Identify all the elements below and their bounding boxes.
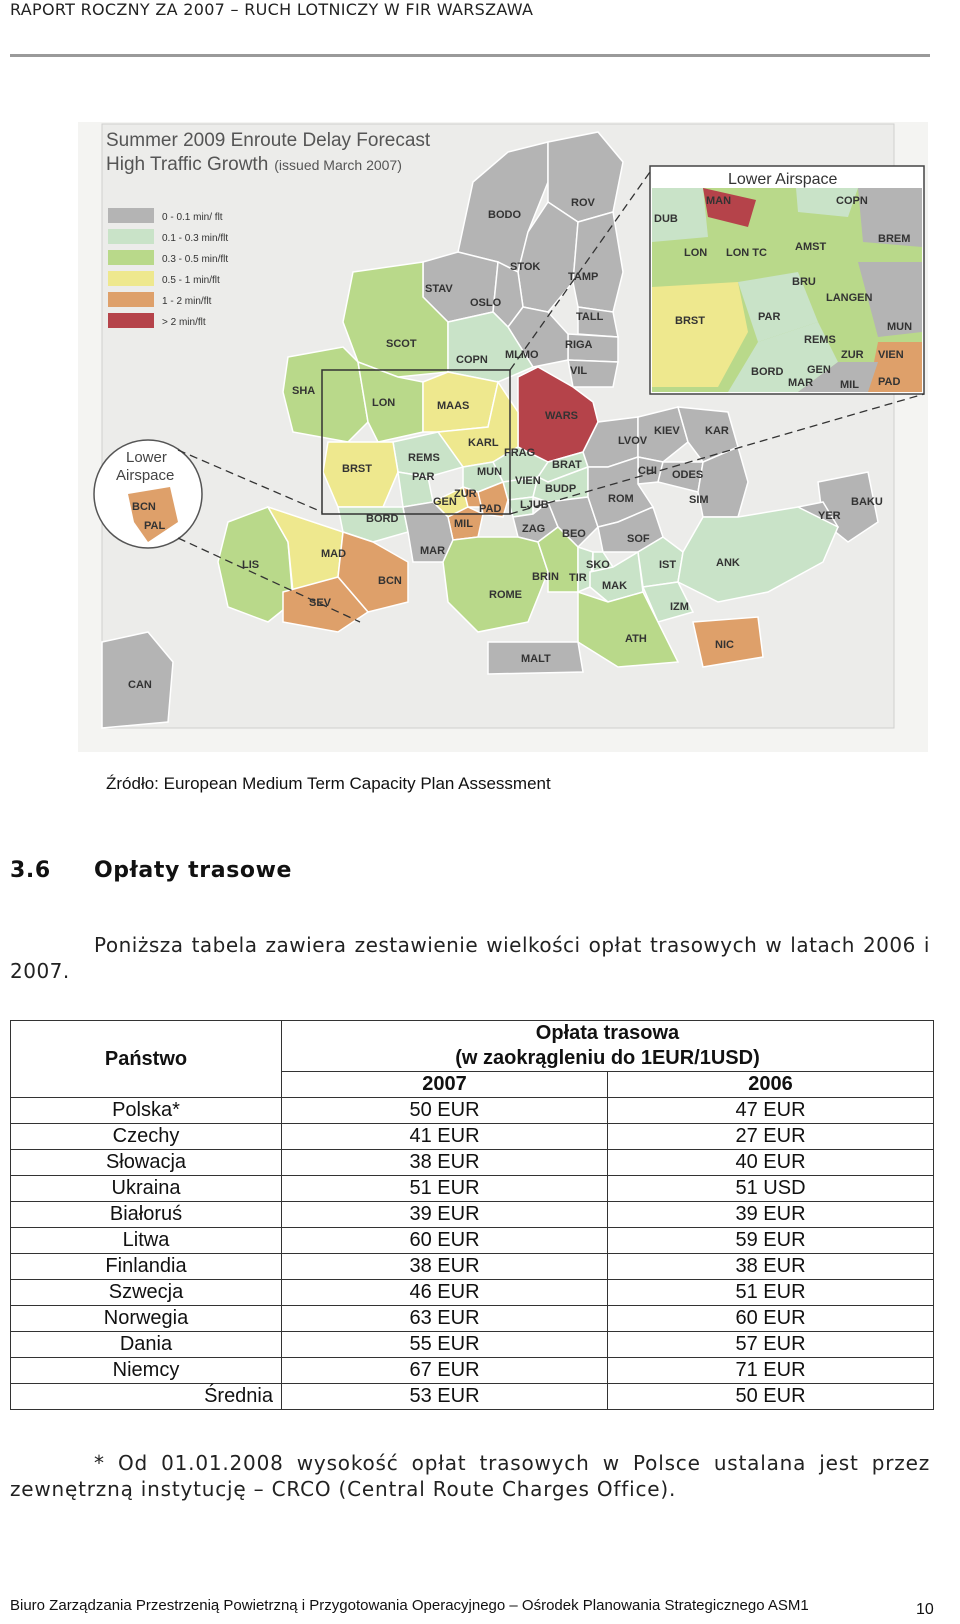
table-row xyxy=(11,1228,934,1254)
inset-region-label: PAD xyxy=(878,376,901,388)
region-label: SIM xyxy=(689,494,709,506)
region-label: KARL xyxy=(468,437,499,449)
legend-label: 0.5 - 1 min/flt xyxy=(162,275,220,286)
country-cell: Niemcy xyxy=(11,1358,282,1384)
map-title-issued: (issued March 2007) xyxy=(274,157,402,173)
map-title-line2 xyxy=(106,154,402,175)
region-label: OSLO xyxy=(470,297,502,309)
inset-region-label: BREM xyxy=(878,233,911,245)
region-label: SKO xyxy=(586,559,610,571)
region-label: ROME xyxy=(489,589,522,601)
country-cell: Finlandia xyxy=(11,1254,282,1280)
region-label: SHA xyxy=(292,385,316,397)
region-label: ROV xyxy=(571,197,595,209)
region-label: TALL xyxy=(576,311,604,323)
region-label: BORD xyxy=(366,513,399,525)
region-label: ZAG xyxy=(522,523,546,535)
inset-region-label: ZUR xyxy=(841,349,864,361)
table-row xyxy=(11,1332,934,1358)
region-label: LIS xyxy=(242,559,260,571)
map-title-traffic: High Traffic Growth xyxy=(106,154,269,175)
footnote: * Od 01.01.2008 wysokość opłat trasowych w Polsce ustalana jest przez zewnętrzną instytucję – CRCO (Central Route Charges Office). xyxy=(10,1451,930,1501)
circle-title-line2: Airspace xyxy=(116,467,175,484)
region-label: BAKU xyxy=(851,496,883,508)
country-cell: Słowacja xyxy=(11,1150,282,1176)
fee-2007-cell: 41 EUR xyxy=(282,1124,608,1150)
fee-2007-cell: 51 EUR xyxy=(282,1176,608,1202)
section-heading xyxy=(10,858,292,883)
footer-text: Biuro Zarządzania Przestrzenią Powietrzną i Przygotowania Operacyjnego – Ośrodek Planowania Strategicznego ASM1 xyxy=(10,1597,809,1614)
table-body xyxy=(11,1098,934,1384)
legend-swatch xyxy=(108,250,154,265)
inset-title: Lower Airspace xyxy=(728,171,838,188)
table-row xyxy=(11,1150,934,1176)
country-cell: Ukraina xyxy=(11,1176,282,1202)
inset-region-label: AMST xyxy=(795,241,827,253)
header-fee xyxy=(282,1021,934,1072)
region-label: LON xyxy=(372,397,396,409)
region-label: TAMP xyxy=(568,271,599,283)
table-row xyxy=(11,1176,934,1202)
inset-region-label: COPN xyxy=(836,195,868,207)
region-label: NIC xyxy=(715,639,734,651)
inset-region-label: MUN xyxy=(887,321,913,333)
region-label: STAV xyxy=(425,283,453,295)
inset-region-label: BORD xyxy=(751,366,784,378)
region-label: BRIN xyxy=(532,571,559,583)
delay-forecast-map xyxy=(78,122,928,752)
inset-region-label: LON TC xyxy=(726,247,767,259)
table-header-row xyxy=(11,1021,934,1072)
average-label: Średnia xyxy=(11,1384,282,1410)
region-label: WARS xyxy=(545,410,578,422)
region-label: SEV xyxy=(309,597,332,609)
header-year-2007: 2007 xyxy=(282,1072,608,1098)
region-label: VIL xyxy=(570,365,588,377)
region-label: SOF xyxy=(627,533,650,545)
table-row xyxy=(11,1254,934,1280)
inset-region-label: PAR xyxy=(758,311,781,323)
region-label: PAD xyxy=(479,503,502,515)
circle-region-label: BCN xyxy=(132,501,156,513)
legend-swatch xyxy=(108,292,154,307)
country-cell: Polska* xyxy=(11,1098,282,1124)
inset-region-label: BRST xyxy=(675,315,705,327)
fee-2007-cell: 39 EUR xyxy=(282,1202,608,1228)
region-label: COPN xyxy=(456,354,488,366)
country-cell: Dania xyxy=(11,1332,282,1358)
inset-region-label: DUB xyxy=(654,213,678,225)
table-row xyxy=(11,1098,934,1124)
fee-2006-cell: 38 EUR xyxy=(608,1254,934,1280)
fee-2007-cell: 50 EUR xyxy=(282,1098,608,1124)
region-label: IST xyxy=(659,559,677,571)
map-svg xyxy=(78,122,928,752)
table-row xyxy=(11,1306,934,1332)
header-fee-line1: Opłata trasowa xyxy=(535,1022,680,1044)
legend-label: 0.1 - 0.3 min/flt xyxy=(162,233,229,244)
region-label: MIL xyxy=(454,518,473,530)
average-2006: 50 EUR xyxy=(608,1384,934,1410)
fee-2007-cell: 55 EUR xyxy=(282,1332,608,1358)
region-label: LVOV xyxy=(618,435,648,447)
fee-2006-cell: 27 EUR xyxy=(608,1124,934,1150)
region-label: MAK xyxy=(602,580,628,592)
inset-region-label: BRU xyxy=(792,276,816,288)
region-label: KAR xyxy=(705,425,729,437)
country-cell: Szwecja xyxy=(11,1280,282,1306)
circle-title-line1: Lower xyxy=(126,449,167,466)
region-label: KIEV xyxy=(654,425,680,437)
region-label: SCOT xyxy=(386,338,417,350)
region-label: STOK xyxy=(510,261,541,273)
fee-2007-cell: 38 EUR xyxy=(282,1150,608,1176)
table-row xyxy=(11,1202,934,1228)
region-label: BUDP xyxy=(545,483,577,495)
table-row xyxy=(11,1124,934,1150)
legend-swatch xyxy=(108,313,154,328)
region-shape-tamp xyxy=(573,212,623,312)
table-average-row xyxy=(11,1384,934,1410)
region-label: GEN xyxy=(433,496,457,508)
region-label: BRAT xyxy=(552,459,582,471)
inset-region-label: LON xyxy=(684,247,708,259)
region-label: VIEN xyxy=(515,475,541,487)
region-label: MALT xyxy=(521,653,551,665)
header-country: Państwo xyxy=(11,1021,282,1098)
region-label: ANK xyxy=(716,557,740,569)
fee-2006-cell: 51 USD xyxy=(608,1176,934,1202)
inset-region-label: LANGEN xyxy=(826,292,873,304)
region-label: PAR xyxy=(412,471,435,483)
section-number: 3.6 xyxy=(10,858,51,883)
fee-2006-cell: 47 EUR xyxy=(608,1098,934,1124)
fee-2007-cell: 63 EUR xyxy=(282,1306,608,1332)
header-year-2006: 2006 xyxy=(608,1072,934,1098)
fee-2006-cell: 60 EUR xyxy=(608,1306,934,1332)
inset-region-label: VIEN xyxy=(878,349,904,361)
legend-swatch xyxy=(108,229,154,244)
region-label: IZM xyxy=(670,601,689,613)
map-title-line1: Summer 2009 Enroute Delay Forecast xyxy=(106,130,431,151)
inset-region-label: MAR xyxy=(788,377,814,389)
inset-region-label: MAN xyxy=(706,195,732,207)
region-label: BODO xyxy=(488,209,521,221)
region-label: LJUB xyxy=(520,499,549,511)
page-footer xyxy=(10,1597,950,1618)
header-title: RAPORT ROCZNY ZA 2007 – RUCH LOTNICZY W FIR WARSZAWA xyxy=(10,0,534,19)
region-label: BCN xyxy=(378,575,402,587)
page-number: 10 xyxy=(916,1601,934,1618)
region-label: ODES xyxy=(672,469,704,481)
section-title: Opłaty trasowe xyxy=(94,858,293,883)
average-2007: 53 EUR xyxy=(282,1384,608,1410)
fee-2007-cell: 46 EUR xyxy=(282,1280,608,1306)
region-label: MLMO xyxy=(505,349,539,361)
fee-2006-cell: 57 EUR xyxy=(608,1332,934,1358)
route-charges-table xyxy=(10,1020,934,1410)
region-label: TIR xyxy=(569,572,587,584)
fee-2006-cell: 51 EUR xyxy=(608,1280,934,1306)
circle-region-label: PAL xyxy=(144,520,166,532)
country-cell: Norwegia xyxy=(11,1306,282,1332)
region-label: CAN xyxy=(128,679,152,691)
inset-region-label: REMS xyxy=(804,334,836,346)
country-cell: Czechy xyxy=(11,1124,282,1150)
fee-2007-cell: 38 EUR xyxy=(282,1254,608,1280)
region-label: BRST xyxy=(342,463,372,475)
region-label: RIGA xyxy=(565,339,593,351)
header-rule xyxy=(10,54,930,57)
region-label: ROM xyxy=(608,493,634,505)
page-header xyxy=(10,0,950,19)
inset-region-label: GEN xyxy=(807,364,831,376)
fee-2006-cell: 40 EUR xyxy=(608,1150,934,1176)
region-label: MAAS xyxy=(437,400,470,412)
legend-swatch xyxy=(108,208,154,223)
region-label: ATH xyxy=(625,633,647,645)
region-label: FRAG xyxy=(504,447,536,459)
table-row xyxy=(11,1358,934,1384)
region-label: YER xyxy=(818,510,841,522)
region-label: BEO xyxy=(562,528,586,540)
region-label: MUN xyxy=(477,466,503,478)
region-label: REMS xyxy=(408,452,440,464)
intro-paragraph: Poniższa tabela zawiera zestawienie wielkości opłat trasowych w latach 2006 i 2007. xyxy=(10,933,930,983)
inset-region-label: MIL xyxy=(840,379,859,391)
fee-2006-cell: 71 EUR xyxy=(608,1358,934,1384)
region-label: MAR xyxy=(420,545,446,557)
figure-source: Źródło: European Medium Term Capacity Plan Assessment xyxy=(106,774,551,793)
table-row xyxy=(11,1280,934,1306)
region-label: MAD xyxy=(321,548,347,560)
fee-2006-cell: 59 EUR xyxy=(608,1228,934,1254)
legend-label: 0 - 0.1 min/ flt xyxy=(162,212,223,223)
fee-2006-cell: 39 EUR xyxy=(608,1202,934,1228)
fee-2007-cell: 60 EUR xyxy=(282,1228,608,1254)
fee-2007-cell: 67 EUR xyxy=(282,1358,608,1384)
legend-label: 0.3 - 0.5 min/flt xyxy=(162,254,229,265)
legend-label: > 2 min/flt xyxy=(162,317,206,328)
header-fee-line2: (w zaokrągleniu do 1EUR/1USD) xyxy=(455,1047,760,1069)
country-cell: Litwa xyxy=(11,1228,282,1254)
region-label: ZUR xyxy=(454,488,477,500)
country-cell: Białoruś xyxy=(11,1202,282,1228)
region-label: CHI xyxy=(638,465,657,477)
legend-label: 1 - 2 min/flt xyxy=(162,296,212,307)
legend-swatch xyxy=(108,271,154,286)
